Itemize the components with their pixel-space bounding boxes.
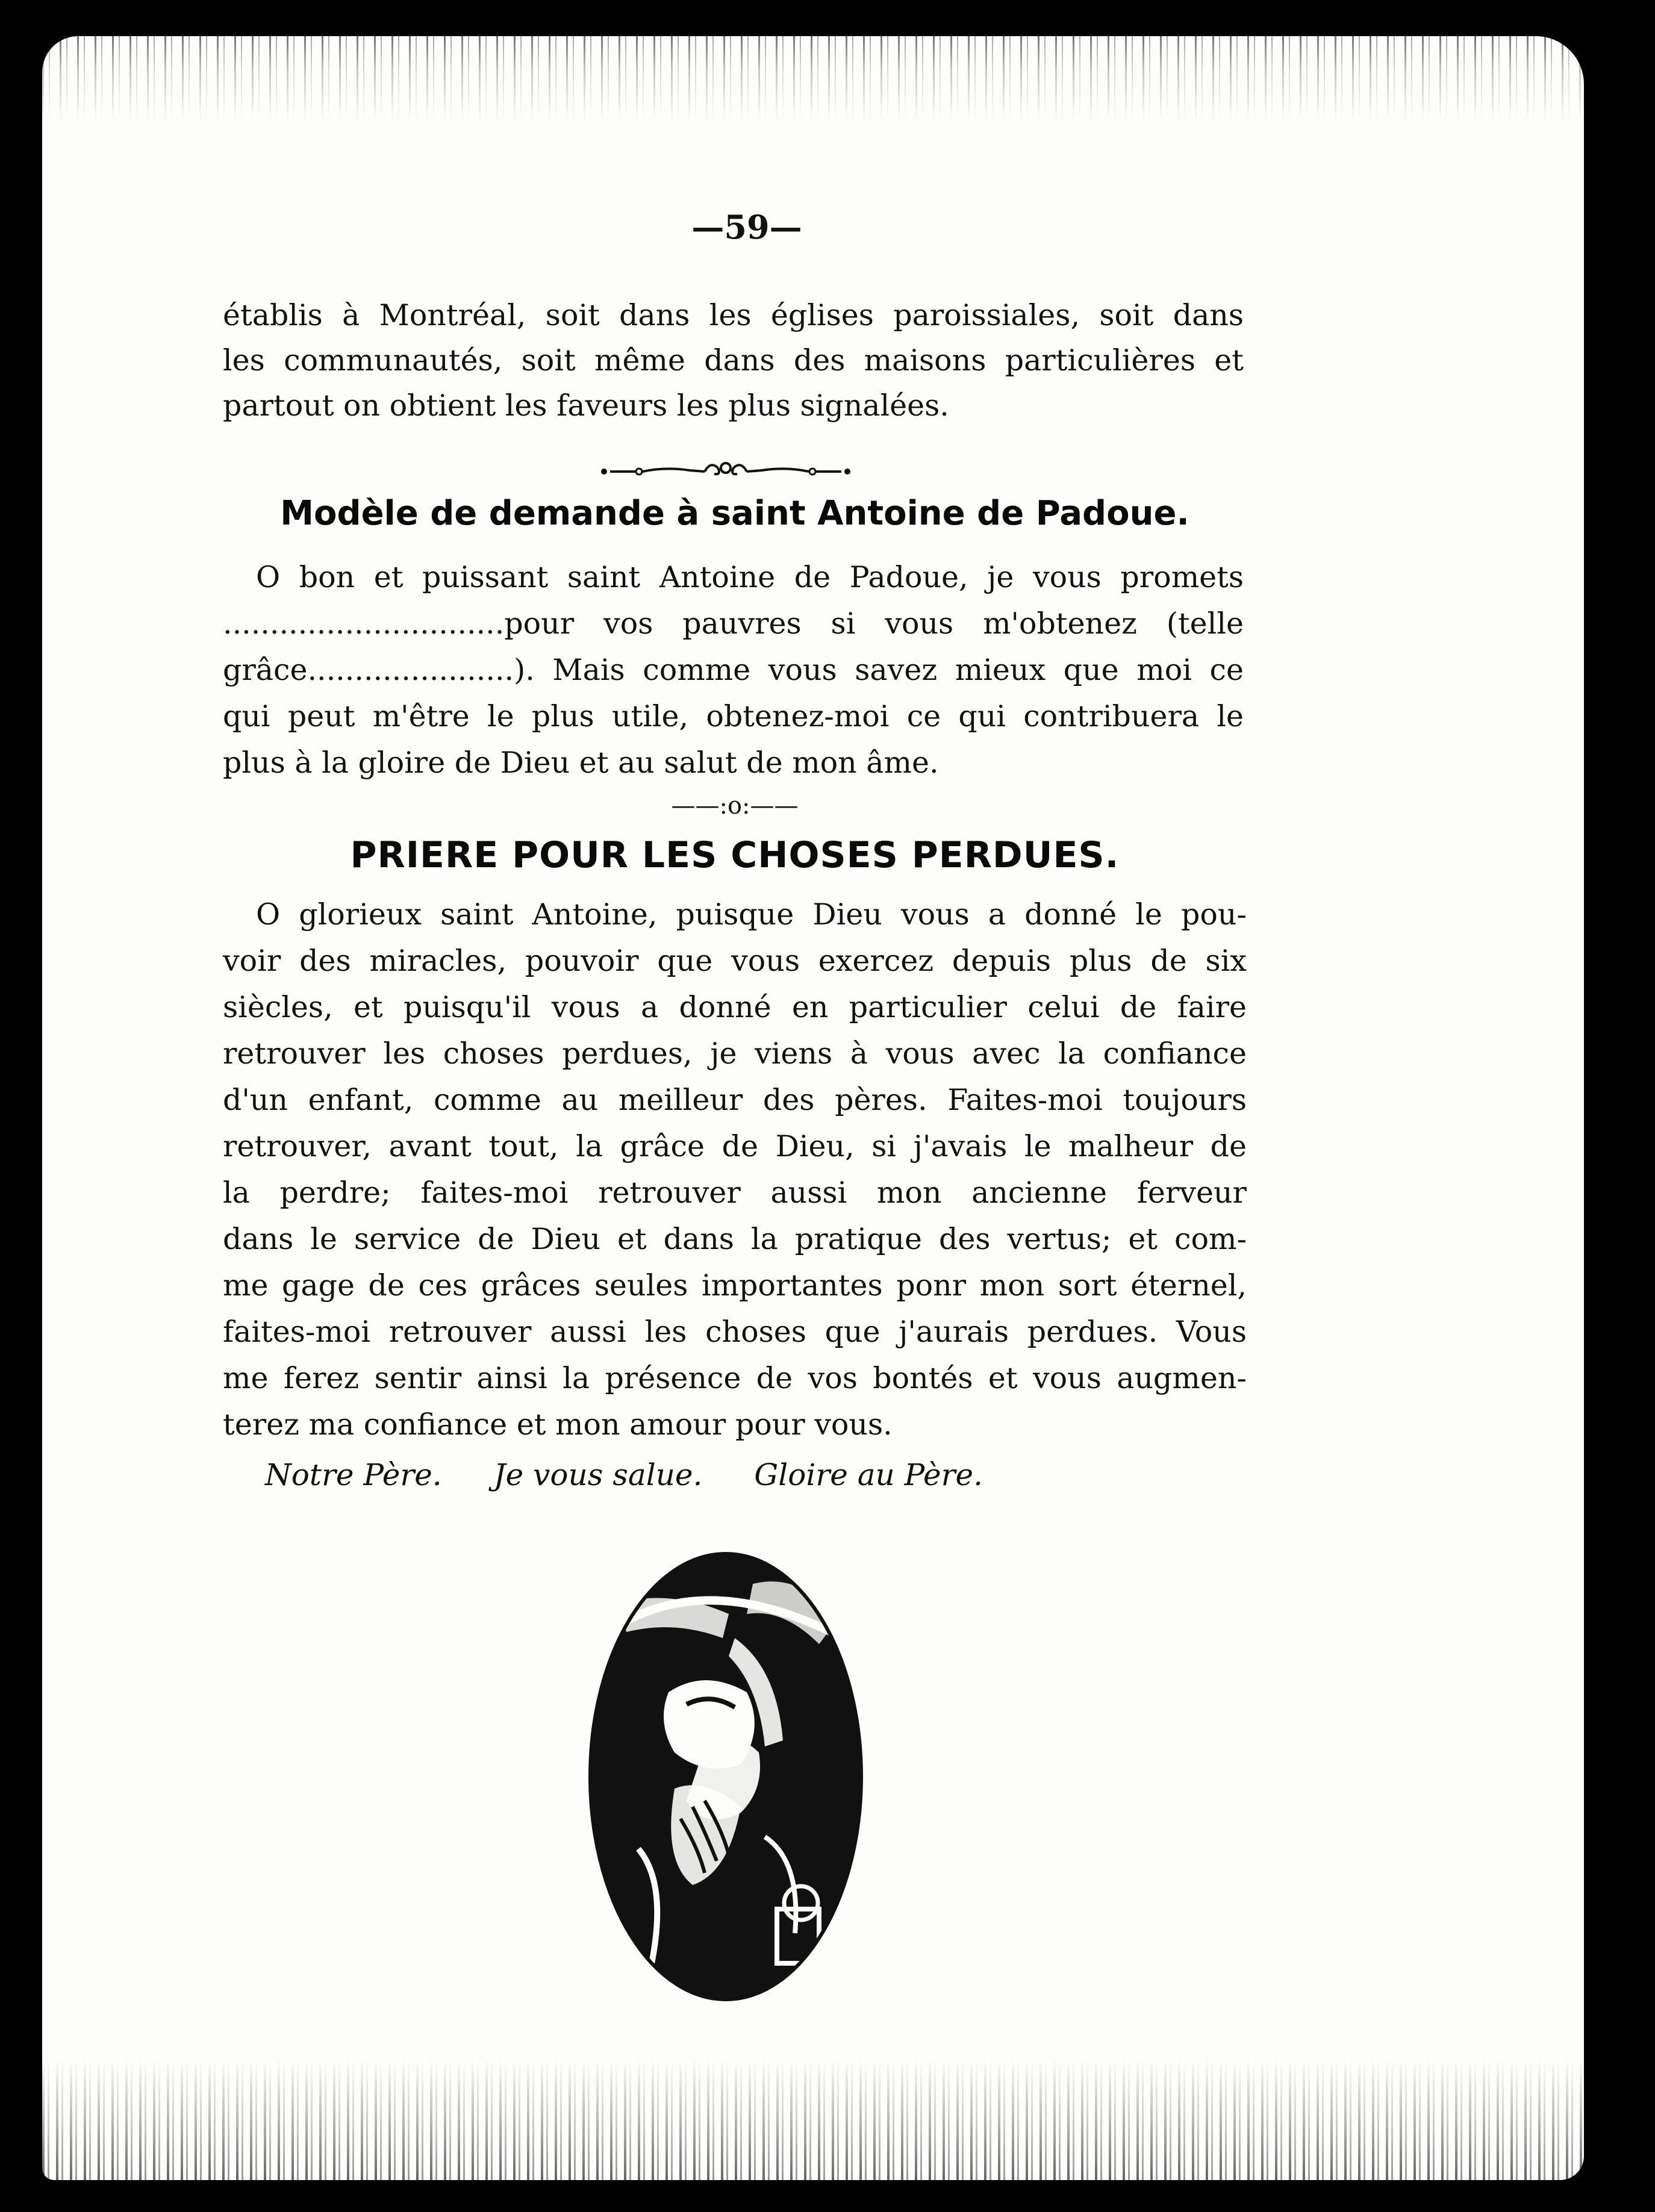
text-line: O glorieux saint Antoine, puisque Dieu vous a donné le pou- bbox=[256, 897, 1247, 932]
text-line: dans le service de Dieu et dans la pratique des vertus; et com- bbox=[223, 1222, 1247, 1256]
text-line: la perdre; faites-moi retrouver aussi mon ancienne ferveur bbox=[223, 1176, 1247, 1210]
text-line: me ferez sentir ainsi la présence de vos bontés et vous augmen- bbox=[223, 1361, 1247, 1395]
text-line: établis à Montréal, soit dans les églises paroissiales, soit dans bbox=[223, 298, 1244, 332]
closing-prayer: Je vous salue. bbox=[493, 1457, 703, 1492]
closing-prayer: Gloire au Père. bbox=[754, 1457, 983, 1492]
text-line: O bon et puissant saint Antoine de Padoue, je vous promets bbox=[256, 560, 1244, 594]
text-line: grâce......................). Mais comme vous savez mieux que moi ce bbox=[223, 653, 1244, 687]
separator: ——:o:—— bbox=[671, 792, 799, 820]
section-title-modele: Modèle de demande à saint Antoine de Padoue. bbox=[280, 494, 1189, 533]
closing-prayers bbox=[265, 1457, 1108, 1500]
text-line: d'un enfant, comme au meilleur des pères. Faites-moi toujours bbox=[223, 1083, 1247, 1117]
text-line: les communautés, soit même dans des maisons particulières et bbox=[223, 343, 1244, 378]
text-line: me gage de ces grâces seules importantes ponr mon sort éternel, bbox=[223, 1268, 1247, 1303]
closing-prayer: Notre Père. bbox=[265, 1457, 442, 1492]
text-line: terez ma confiance et mon amour pour vous. bbox=[223, 1407, 893, 1442]
text-line: plus à la gloire de Dieu et au salut de mon âme. bbox=[223, 746, 939, 780]
text-line: siècles, et puisqu'il vous a donné en particulier celui de faire bbox=[223, 990, 1247, 1024]
text-line: faites-moi retrouver aussi les choses que j'aurais perdues. Vous bbox=[223, 1315, 1247, 1349]
section-title-priere: PRIERE POUR LES CHOSES PERDUES. bbox=[350, 834, 1120, 876]
ornament-divider-icon bbox=[599, 455, 852, 485]
text-line: retrouver, avant tout, la grâce de Dieu, si j'avais le malheur de bbox=[223, 1129, 1247, 1164]
text-line: qui peut m'être le plus utile, obtenez-moi ce qui contribuera le bbox=[223, 699, 1244, 734]
text-line: ..............................pour vos pauvres si vous m'obtenez (telle bbox=[223, 606, 1244, 641]
text-line: voir des miracles, pouvoir que vous exercez depuis plus de six bbox=[223, 944, 1247, 978]
saint-antoine-oval-engraving-icon bbox=[584, 1548, 867, 2005]
text-line: partout on obtient les faveurs les plus signalées. bbox=[223, 388, 949, 423]
page-number: —59— bbox=[691, 208, 802, 246]
text-line: retrouver les choses perdues, je viens à vous avec la confiance bbox=[223, 1036, 1247, 1071]
